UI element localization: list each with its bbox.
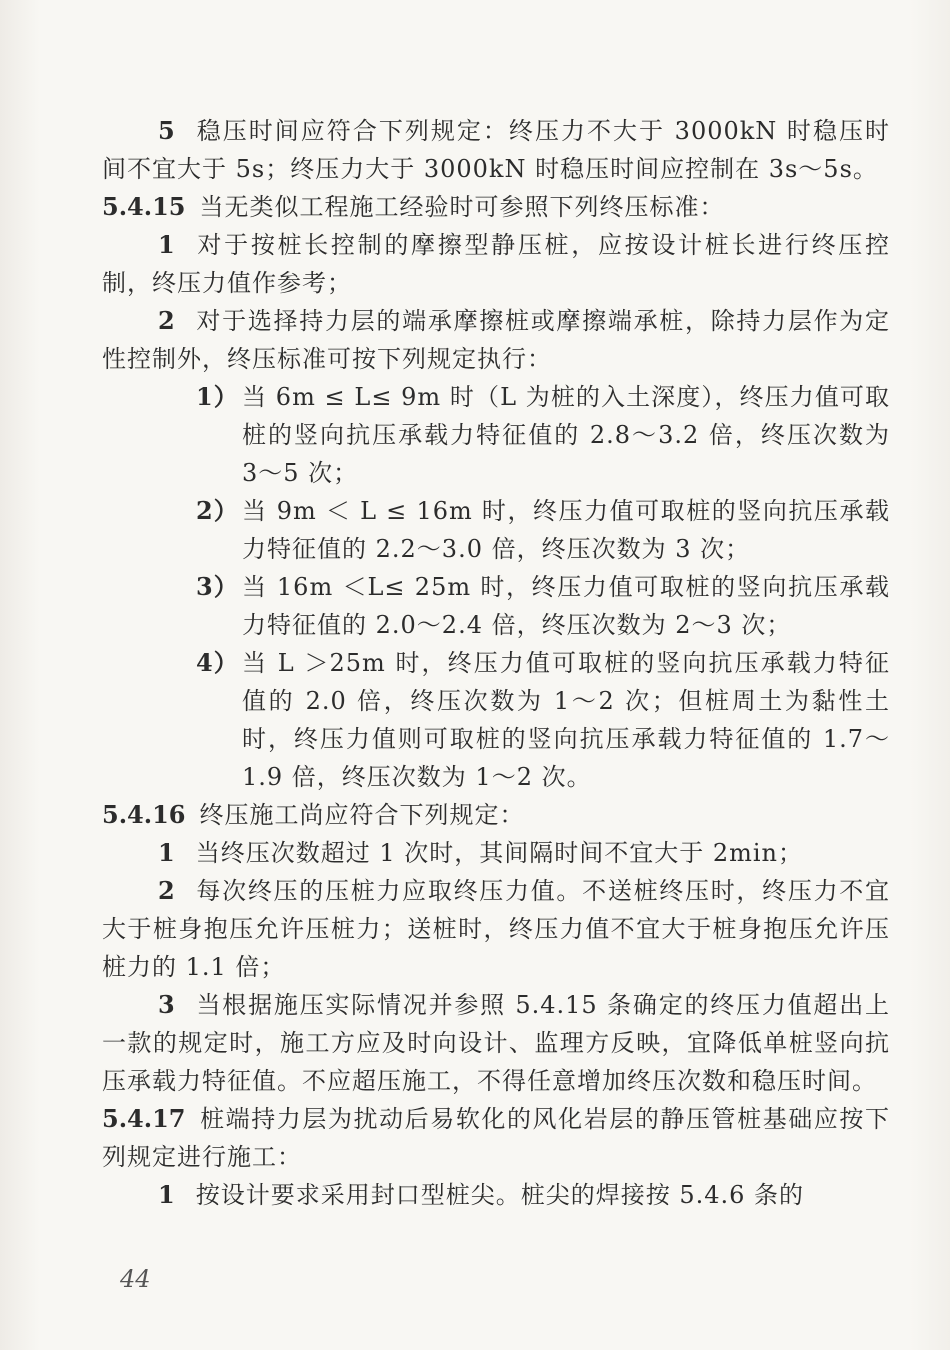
item-label: 3	[158, 990, 176, 1019]
item-text: 每次终压的压桩力应取终压力值。不送桩终压时，终压力不宜大于桩身抱压允许压桩力；送桩时，终压力值不宜大于桩身抱压允许压桩力的 1.1 倍；	[102, 877, 890, 981]
sub-item-label: 3）	[196, 572, 239, 601]
item-1	[102, 834, 890, 872]
clause-text: 桩端持力层为扰动后易软化的风化岩层的静压管桩基础应按下列规定进行施工：	[102, 1105, 890, 1171]
item-text: 当根据施压实际情况并参照 5.4.15 条确定的终压力值超出上一款的规定时，施工方应及时向设计、监理方反映，宜降低单桩竖向抗压承载力特征值。不应超压施工，不得任意增加终压次数和稳压时间。	[102, 991, 890, 1095]
sub-item-text: 当 9m ＜ L ≤ 16m 时，终压力值可取桩的竖向抗压承载力特征值的 2.2～3.0 倍，终压次数为 3 次；	[242, 497, 890, 563]
sub-item-label: 4）	[196, 648, 239, 677]
item-5	[102, 112, 890, 188]
item-label: 1	[158, 230, 176, 259]
item-3	[102, 986, 890, 1100]
sub-item-text: 当 L ＞25m 时，终压力值可取桩的竖向抗压承载力特征值的 2.0 倍，终压次数为 1～2 次；但桩周土为黏性土时，终压力值则可取桩的竖向抗压承载力特征值的 1.7～1.9 倍，终压次数为 1～2 次。	[242, 649, 890, 791]
clause-number: 5.4.15	[102, 192, 186, 221]
clause-text: 终压施工尚应符合下列规定：	[199, 801, 525, 829]
sub-item-3	[102, 568, 890, 644]
item-text: 按设计要求采用封口型桩尖。桩尖的焊接按 5.4.6 条的	[195, 1181, 805, 1209]
document-body	[102, 112, 890, 1214]
item-text: 对于选择持力层的端承摩擦桩或摩擦端承桩，除持力层作为定性控制外，终压标准可按下列规定执行：	[102, 307, 890, 373]
sub-item-2	[102, 492, 890, 568]
item-2	[102, 872, 890, 986]
sub-item-text: 当 16m ＜L≤ 25m 时，终压力值可取桩的竖向抗压承载力特征值的 2.0～2.4 倍，终压次数为 2～3 次；	[242, 573, 890, 639]
item-text: 对于按桩长控制的摩擦型静压桩，应按设计桩长进行终压控制，终压力值作参考；	[102, 231, 890, 297]
sub-item-label: 1）	[196, 382, 239, 411]
item-text: 稳压时间应符合下列规定：终压力不大于 3000kN 时稳压时间不宜大于 5s；终压力大于 3000kN 时稳压时间应控制在 3s～5s。	[102, 117, 890, 183]
clause-5-4-15	[102, 188, 890, 226]
sub-item-1	[102, 378, 890, 492]
item-label: 2	[158, 306, 176, 335]
clause-number: 5.4.17	[102, 1104, 186, 1133]
sub-item-text: 当 6m ≤ L≤ 9m 时（L 为桩的入土深度），终压力值可取桩的竖向抗压承载力特征值的 2.8～3.2 倍，终压次数为 3～5 次；	[242, 383, 890, 487]
item-label: 5	[158, 116, 176, 145]
clause-5-4-16	[102, 796, 890, 834]
item-1	[102, 1176, 890, 1214]
item-1	[102, 226, 890, 302]
item-label: 2	[158, 876, 176, 905]
item-text: 当终压次数超过 1 次时，其间隔时间不宜大于 2min；	[195, 839, 804, 867]
page-number: 44	[120, 1265, 151, 1293]
item-label: 1	[158, 1180, 176, 1209]
clause-text: 当无类似工程施工经验时可参照下列终压标准：	[199, 193, 725, 221]
item-label: 1	[158, 838, 176, 867]
sub-item-4	[102, 644, 890, 796]
item-2	[102, 302, 890, 378]
clause-5-4-17	[102, 1100, 890, 1176]
clause-number: 5.4.16	[102, 800, 186, 829]
sub-item-label: 2）	[196, 496, 239, 525]
